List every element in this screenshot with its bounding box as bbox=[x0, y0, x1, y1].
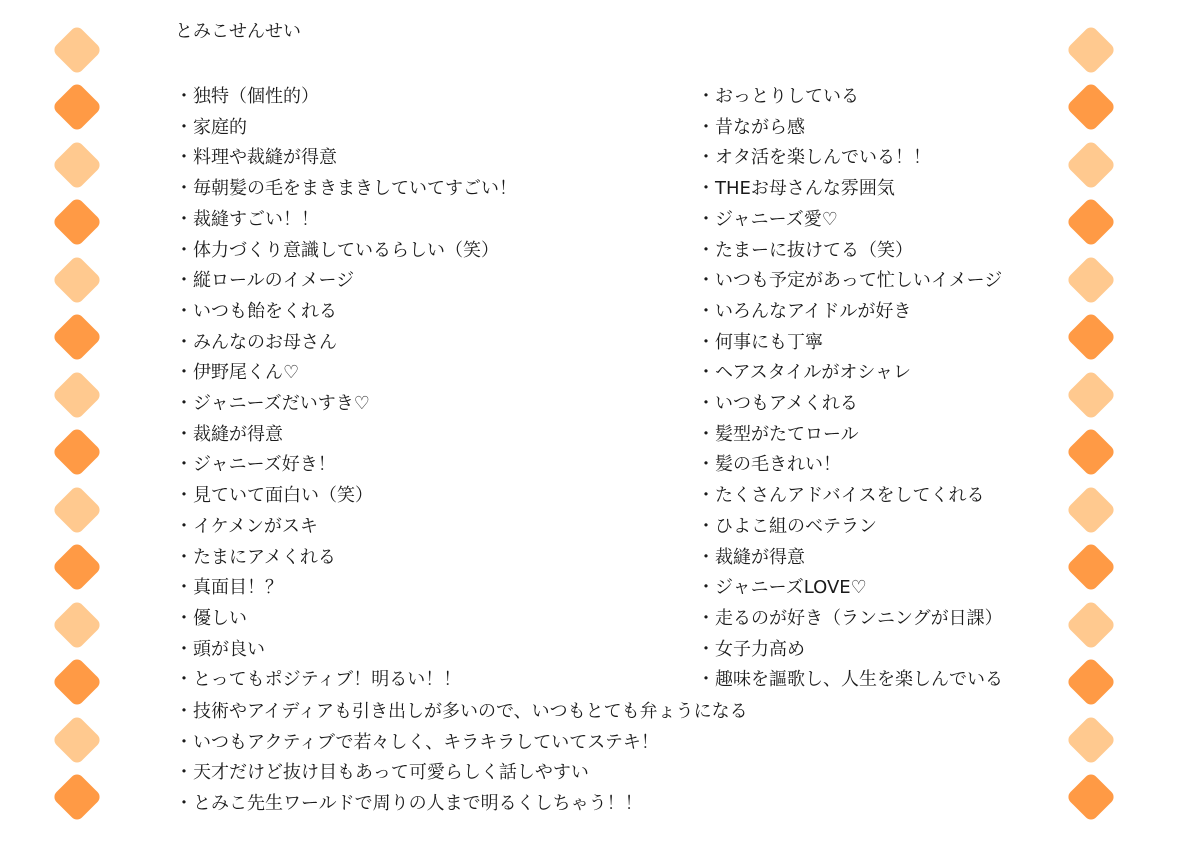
comment-item: ・料理や裁縫が得意 bbox=[175, 147, 337, 169]
comment-item: ・体力づくり意識しているらしい（笑） bbox=[175, 239, 499, 261]
comment-item: ・おっとりしている bbox=[697, 86, 859, 107]
comment-item: ・走るのが好き（ランニングが日課） bbox=[697, 607, 1003, 629]
comment-item: ・ひよこ組のベテラン bbox=[697, 515, 877, 537]
comment-item: ・独特（個性的） bbox=[175, 86, 319, 107]
diamond-decoration bbox=[1066, 715, 1117, 766]
comment-item: ・裁縫が得意 bbox=[697, 546, 805, 568]
comment-item: ・真面目！？ bbox=[175, 577, 283, 599]
page-title: とみこせんせい bbox=[175, 21, 301, 42]
diamond-decoration bbox=[52, 25, 103, 76]
comment-item: ・伊野尾くん♡ bbox=[175, 362, 300, 384]
diamond-decoration bbox=[1066, 197, 1117, 248]
comment-item: ・THEお母さんな雰囲気 bbox=[697, 178, 895, 200]
diamond-decoration bbox=[1066, 600, 1117, 651]
diamond-decoration bbox=[52, 312, 103, 363]
comment-item: ・縦ロールのイメージ bbox=[175, 270, 355, 292]
comment-item: ・ジャニーズだいすき♡ bbox=[175, 393, 370, 415]
comment-item: ・とってもポジティブ！明るい！！ bbox=[175, 669, 462, 691]
comment-item: ・天才だけど抜け目もあって可愛らしく話しやすい bbox=[175, 762, 589, 784]
comment-item: ・趣味を謳歌し、人生を楽しんでいる bbox=[697, 669, 1003, 691]
comment-item: ・昔ながら感 bbox=[697, 116, 805, 138]
diamond-decoration bbox=[52, 772, 103, 823]
diamond-decoration bbox=[52, 542, 103, 593]
comment-item: ・たくさんアドバイスをしてくれる bbox=[697, 485, 985, 507]
comment-item: ・裁縫すごい！！ bbox=[175, 208, 319, 230]
comment-item: ・ジャニーズ愛♡ bbox=[697, 208, 838, 230]
right-comment-list bbox=[697, 82, 1057, 696]
diamond-decoration bbox=[1066, 25, 1117, 76]
diamond-decoration bbox=[1066, 485, 1117, 536]
comment-item: ・たまにアメくれる bbox=[175, 546, 336, 568]
diamond-decoration bbox=[52, 485, 103, 536]
diamond-decoration bbox=[52, 197, 103, 248]
diamond-decoration bbox=[1066, 542, 1117, 593]
comment-item: ・見ていて面白い（笑） bbox=[175, 485, 373, 507]
right-diamond-border bbox=[1066, 0, 1126, 849]
comment-item: ・イケメンがスキ bbox=[175, 515, 318, 537]
comment-item: ・みんなのお母さん bbox=[175, 331, 337, 353]
diamond-decoration bbox=[1066, 772, 1117, 823]
diamond-decoration bbox=[52, 82, 103, 133]
comment-item: ・いつもアクティブで若々しく、キラキラしていてステキ！ bbox=[175, 731, 659, 753]
diamond-decoration bbox=[52, 427, 103, 478]
diamond-decoration bbox=[1066, 82, 1117, 133]
comment-item: ・オタ活を楽しんでいる！！ bbox=[697, 147, 931, 169]
wide-comment-list bbox=[175, 697, 748, 820]
comment-item: ・優しい bbox=[175, 607, 247, 629]
diamond-decoration bbox=[52, 715, 103, 766]
comment-item: ・ジャニーズLOVE♡ bbox=[697, 577, 867, 599]
comment-item: ・いつも予定があって忙しいイメージ bbox=[697, 270, 1003, 292]
diamond-decoration bbox=[52, 657, 103, 708]
diamond-decoration bbox=[52, 370, 103, 421]
left-diamond-border bbox=[52, 0, 112, 849]
comment-item: ・いつもアメくれる bbox=[697, 393, 858, 415]
diamond-decoration bbox=[1066, 657, 1117, 708]
comment-item: ・女子力高め bbox=[697, 638, 805, 660]
comment-item: ・いつも飴をくれる bbox=[175, 300, 337, 322]
diamond-decoration bbox=[52, 600, 103, 651]
comment-item: ・髪型がたてロール bbox=[697, 423, 859, 445]
comment-item: ・いろんなアイドルが好き bbox=[697, 300, 912, 322]
comment-item: ・頭が良い bbox=[175, 638, 265, 660]
comment-item: ・たまーに抜けてる（笑） bbox=[697, 239, 913, 261]
comment-item: ・毎朝髪の毛をまきまきしていてすごい！ bbox=[175, 178, 517, 200]
comment-item: ・裁縫が得意 bbox=[175, 423, 283, 445]
comment-item: ・ジャニーズ好き！ bbox=[175, 454, 336, 476]
comment-item: ・技術やアイディアも引き出しが多いので、いつもとても弁ょうになる bbox=[175, 701, 748, 722]
diamond-decoration bbox=[52, 140, 103, 191]
comment-item: ・とみこ先生ワールドで周りの人まで明るくしちゃう！！ bbox=[175, 793, 643, 815]
diamond-decoration bbox=[1066, 370, 1117, 421]
diamond-decoration bbox=[1066, 312, 1117, 363]
diamond-decoration bbox=[1066, 140, 1117, 191]
diamond-decoration bbox=[52, 255, 103, 306]
comment-item: ・ヘアスタイルがオシャレ bbox=[697, 362, 912, 384]
comment-item: ・髪の毛きれい！ bbox=[697, 454, 841, 476]
comment-item: ・家庭的 bbox=[175, 116, 247, 138]
diamond-decoration bbox=[1066, 427, 1117, 478]
diamond-decoration bbox=[1066, 255, 1117, 306]
comment-item: ・何事にも丁寧 bbox=[697, 331, 823, 353]
left-comment-list bbox=[175, 82, 675, 696]
